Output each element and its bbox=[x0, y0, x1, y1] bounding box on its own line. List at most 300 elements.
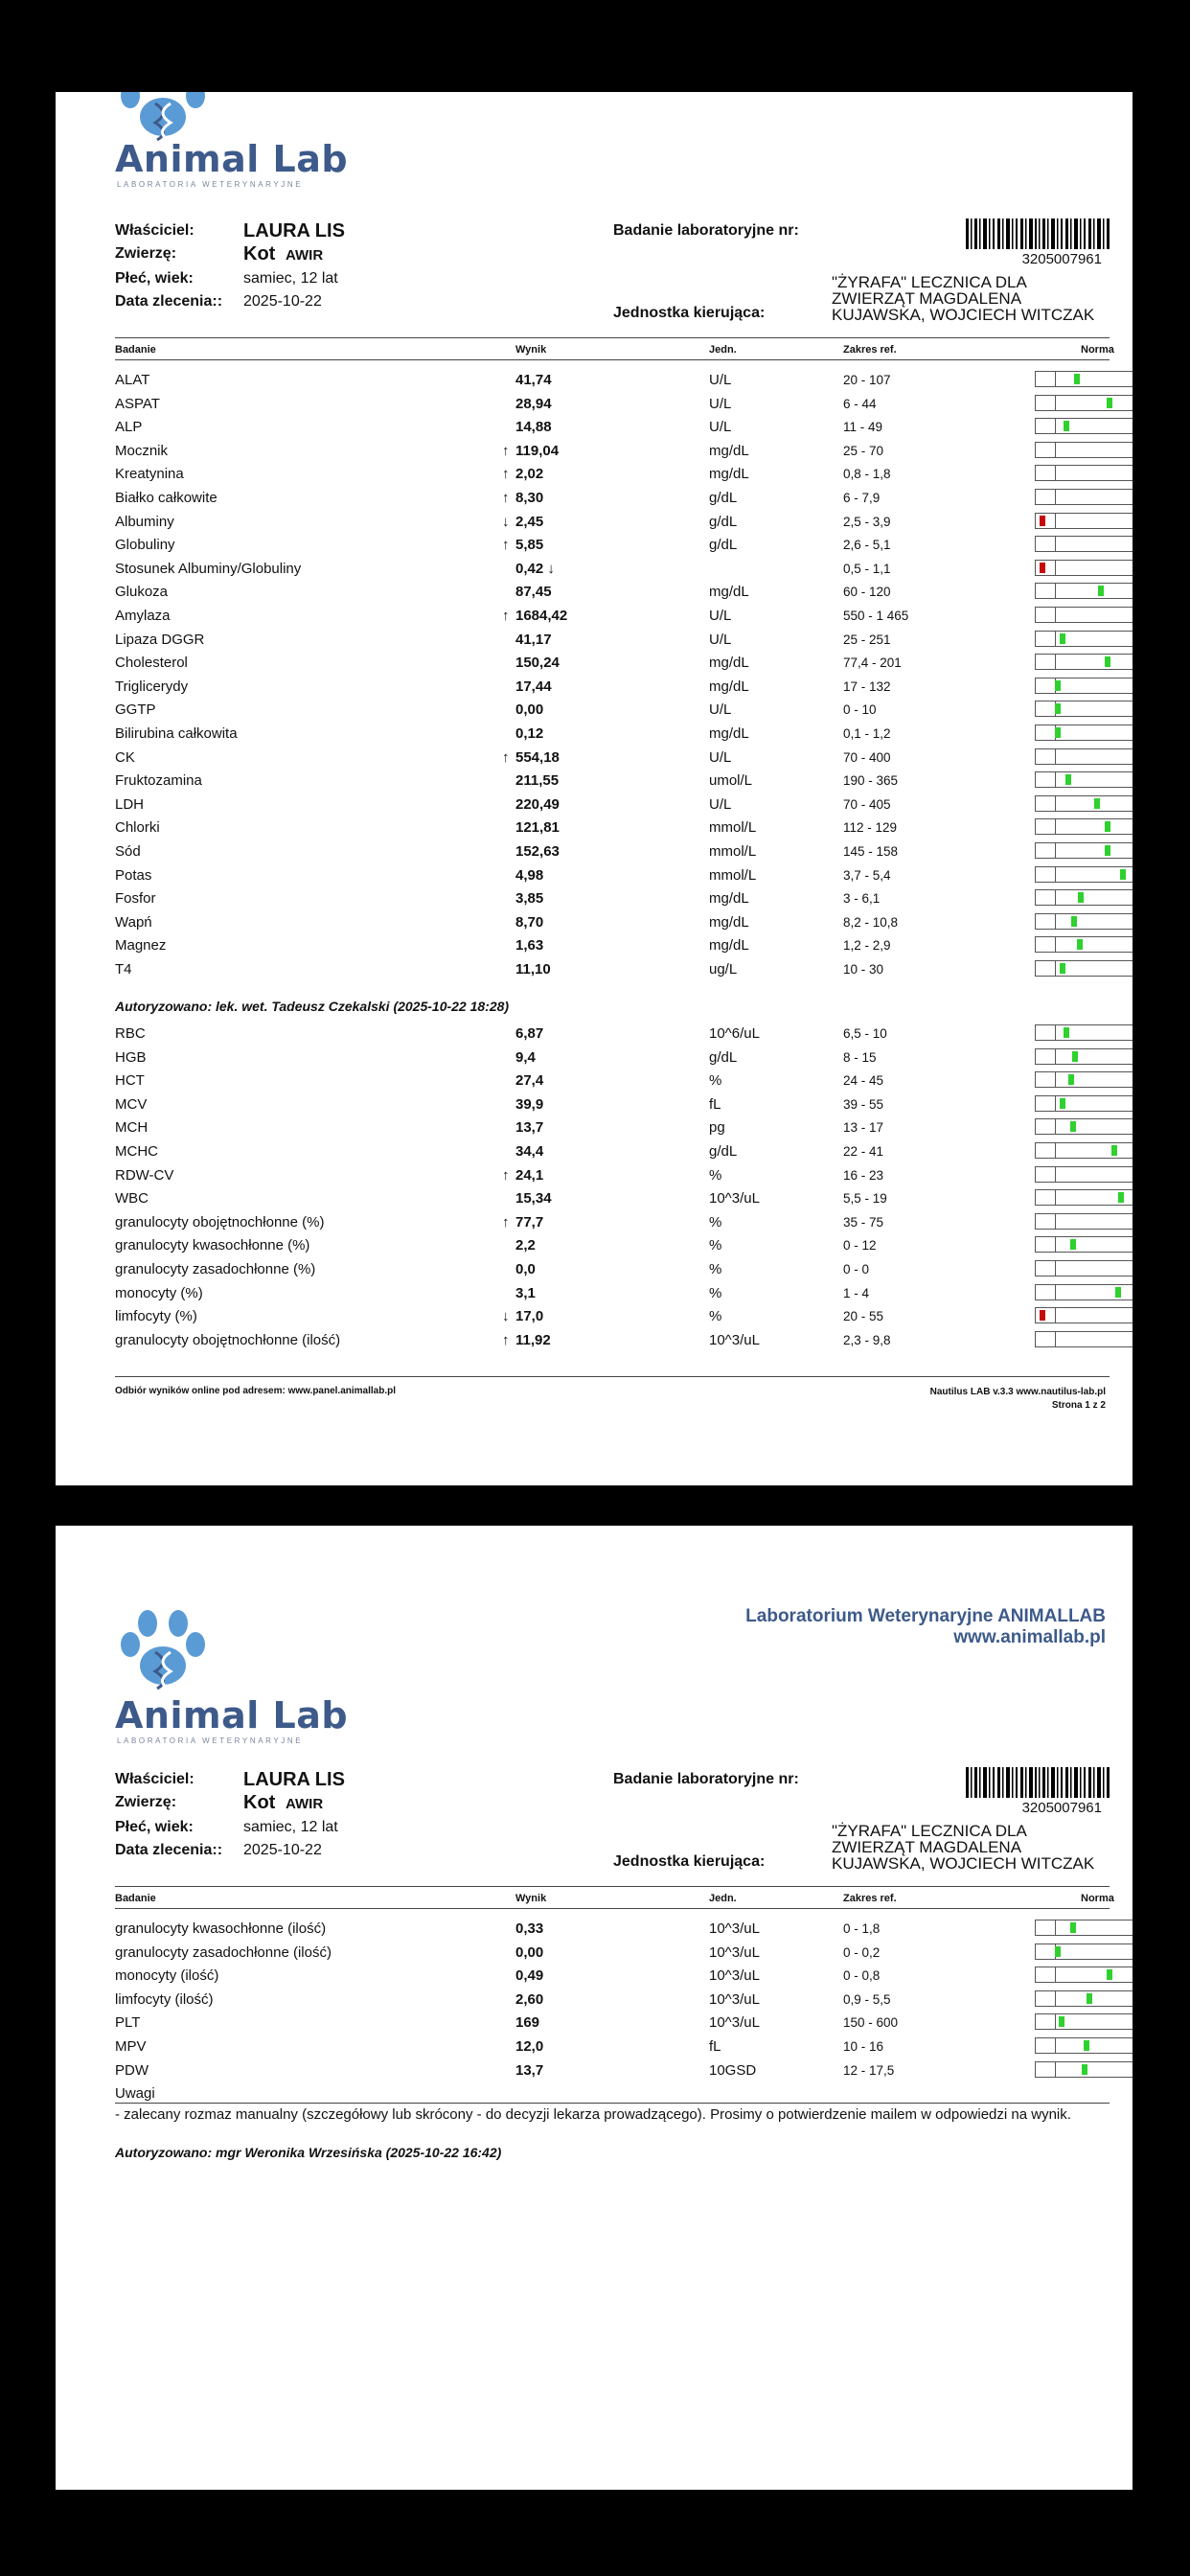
norm-range-box bbox=[1055, 1237, 1133, 1252]
test-name: ASPAT bbox=[115, 395, 160, 412]
norm-marker bbox=[1084, 2040, 1089, 2051]
test-unit: fL bbox=[709, 1095, 721, 1113]
test-name: granulocyty kwasochłonne (%) bbox=[115, 1237, 310, 1254]
test-name: Albuminy bbox=[115, 513, 174, 530]
test-unit: % bbox=[709, 1213, 722, 1230]
norm-indicator bbox=[1035, 1189, 1133, 1206]
reference-range: 70 - 400 bbox=[843, 749, 891, 765]
test-unit: mg/dL bbox=[709, 913, 749, 931]
test-name: Sód bbox=[115, 843, 141, 860]
col-test: Badanie bbox=[115, 344, 156, 356]
reference-range: 25 - 70 bbox=[843, 443, 884, 458]
table-row bbox=[115, 1022, 1110, 1046]
reference-range: 20 - 107 bbox=[843, 373, 891, 387]
norm-indicator bbox=[1035, 1966, 1133, 1983]
norm-range-box bbox=[1055, 725, 1133, 740]
reference-range: 0,5 - 1,1 bbox=[843, 561, 891, 576]
norm-range-box bbox=[1055, 537, 1133, 551]
table-row bbox=[115, 462, 1110, 486]
footer-left: Odbiór wyników online pod adresem: www.panel.animallab.pl bbox=[115, 1386, 397, 1396]
arrow-up-icon: ↑ bbox=[502, 466, 510, 483]
norm-indicator bbox=[1035, 631, 1133, 647]
reference-range: 16 - 23 bbox=[843, 1167, 884, 1183]
norm-range-box bbox=[1055, 1967, 1133, 1982]
animal-name: AWIR bbox=[286, 247, 324, 264]
test-name: Amylaza bbox=[115, 608, 171, 624]
reference-range: 70 - 405 bbox=[843, 796, 891, 812]
norm-indicator bbox=[1035, 395, 1133, 411]
table-row bbox=[115, 1046, 1110, 1070]
norm-range-box bbox=[1055, 443, 1133, 457]
test-result: 24,1 bbox=[515, 1166, 544, 1184]
norm-range-box bbox=[1055, 843, 1133, 858]
table-row bbox=[115, 1092, 1110, 1116]
norm-range-box bbox=[1055, 514, 1133, 528]
table-row bbox=[115, 1116, 1110, 1139]
test-unit: mg/dL bbox=[709, 584, 749, 601]
test-name: granulocyty zasadochłonne (%) bbox=[115, 1261, 316, 1277]
norm-marker bbox=[1055, 727, 1061, 738]
norm-range-box bbox=[1055, 632, 1133, 646]
norm-indicator bbox=[1035, 418, 1133, 434]
test-unit: 10^3/uL bbox=[709, 1967, 760, 1985]
reference-range: 0 - 10 bbox=[843, 702, 877, 718]
footer-version: Nautilus LAB v.3.3 www.nautilus-lab.pl bbox=[929, 1387, 1106, 1397]
norm-indicator bbox=[1035, 560, 1133, 576]
test-result: 0,49 bbox=[515, 1967, 544, 1985]
norm-marker bbox=[1064, 421, 1069, 431]
test-result: 2,45 bbox=[515, 513, 544, 530]
test-name: MCV bbox=[115, 1095, 148, 1113]
test-name: Białko całkowite bbox=[115, 490, 217, 506]
norm-range-box bbox=[1055, 372, 1133, 386]
notes-text: - zalecany rozmaz manualny (szczegółowy lub skrócony - do decyzji lekarza prowadzącego). Prosimy o potwierdzenie mailem w odpowiedzi na wynik. bbox=[115, 2106, 1071, 2123]
table-row bbox=[115, 368, 1110, 392]
norm-indicator bbox=[1035, 1048, 1133, 1065]
test-name: Magnez bbox=[115, 937, 167, 954]
norm-indicator bbox=[1035, 842, 1133, 859]
sex-age-value: samiec, 12 lat bbox=[243, 270, 338, 287]
arrow-up-icon: ↑ bbox=[502, 608, 510, 624]
test-result: 4,98 bbox=[515, 866, 544, 884]
reference-range: 190 - 365 bbox=[843, 773, 899, 789]
reference-range: 10 - 30 bbox=[843, 962, 884, 977]
test-unit: U/L bbox=[709, 372, 732, 388]
test-unit: 10^3/uL bbox=[709, 1190, 760, 1208]
arrow-up-icon: ↑ bbox=[502, 1213, 510, 1230]
test-name: Stosunek Albuminy/Globuliny bbox=[115, 560, 302, 577]
test-unit: 10GSD bbox=[709, 2061, 757, 2079]
reference-range: 17 - 132 bbox=[843, 678, 891, 694]
test-unit: U/L bbox=[709, 395, 732, 412]
norm-indicator bbox=[1035, 795, 1133, 812]
norm-indicator bbox=[1035, 913, 1133, 930]
sex-age-value: samiec, 12 lat bbox=[243, 1819, 338, 1835]
test-result: 28,94 bbox=[515, 395, 552, 412]
test-result: 12,0 bbox=[515, 2038, 544, 2055]
test-result: 8,70 bbox=[515, 913, 544, 931]
arrow-up-icon: ↑ bbox=[502, 1166, 510, 1184]
test-result: 41,17 bbox=[515, 631, 552, 648]
norm-marker bbox=[1107, 1969, 1112, 1980]
norm-marker bbox=[1072, 1051, 1078, 1062]
barcode-icon bbox=[966, 218, 1110, 249]
norm-indicator bbox=[1035, 536, 1133, 552]
reference-range: 2,3 - 9,8 bbox=[843, 1332, 891, 1347]
norm-range-box bbox=[1055, 1920, 1133, 1935]
report-page-1 bbox=[56, 92, 1133, 1485]
test-result: 77,7 bbox=[515, 1213, 544, 1230]
table-row bbox=[115, 2035, 1110, 2058]
norm-marker bbox=[1070, 1922, 1076, 1933]
table-row bbox=[115, 1988, 1110, 2012]
animal-label: Zwierzę: bbox=[115, 245, 177, 262]
test-unit: U/L bbox=[709, 419, 732, 436]
col-result: Wynik bbox=[515, 344, 547, 356]
norm-indicator bbox=[1035, 2061, 1133, 2078]
test-result: 6,87 bbox=[515, 1025, 544, 1042]
test-result: 15,34 bbox=[515, 1190, 552, 1208]
unit-line-2: ZWIERZĄT MAGDALENA bbox=[832, 1838, 1022, 1856]
reference-range: 60 - 120 bbox=[843, 585, 891, 600]
test-unit: % bbox=[709, 1308, 722, 1325]
test-name: Triglicerydy bbox=[115, 678, 189, 695]
test-name: Fruktozamina bbox=[115, 772, 202, 790]
table-row bbox=[115, 1163, 1110, 1187]
test-unit: % bbox=[709, 1237, 722, 1254]
norm-indicator bbox=[1035, 1284, 1133, 1300]
norm-marker bbox=[1070, 1239, 1076, 1250]
reference-range: 0 - 0,2 bbox=[843, 1944, 881, 1960]
table-row bbox=[115, 840, 1110, 863]
norm-range-box bbox=[1055, 1096, 1133, 1111]
table-row bbox=[115, 675, 1110, 699]
norm-range-box bbox=[1055, 702, 1133, 716]
norm-range-box bbox=[1055, 1261, 1133, 1276]
brand-subtitle: LABORATORIA WETERYNARYJNE bbox=[117, 180, 304, 189]
norm-indicator bbox=[1035, 1307, 1133, 1323]
norm-marker bbox=[1107, 398, 1112, 408]
test-name: CK bbox=[115, 748, 135, 766]
reference-range: 0,8 - 1,8 bbox=[843, 467, 891, 482]
norm-marker bbox=[1078, 892, 1084, 903]
table-row bbox=[115, 1964, 1110, 1988]
order-date-value: 2025-10-22 bbox=[243, 293, 322, 310]
norm-marker bbox=[1060, 963, 1065, 974]
norm-range-box bbox=[1055, 1214, 1133, 1229]
test-unit: pg bbox=[709, 1119, 725, 1137]
reference-range: 35 - 75 bbox=[843, 1214, 884, 1230]
test-unit: mg/dL bbox=[709, 678, 749, 695]
barcode-number: 3205007961 bbox=[1021, 1800, 1102, 1816]
test-name: LDH bbox=[115, 795, 145, 813]
norm-indicator bbox=[1035, 960, 1133, 977]
arrow-up-icon: ↑ bbox=[502, 1331, 510, 1348]
norm-indicator bbox=[1035, 442, 1133, 458]
paw-logo-icon bbox=[115, 1602, 211, 1694]
norm-indicator bbox=[1035, 489, 1133, 505]
test-result: 1684,42 bbox=[515, 608, 568, 624]
brand-name: Animal Lab bbox=[115, 138, 349, 180]
test-unit: mg/dL bbox=[709, 466, 749, 483]
reference-range: 13 - 17 bbox=[843, 1120, 884, 1136]
norm-marker bbox=[1105, 845, 1110, 856]
table-row bbox=[115, 886, 1110, 910]
table-row bbox=[115, 1139, 1110, 1163]
reference-range: 24 - 45 bbox=[843, 1073, 884, 1089]
norm-indicator bbox=[1035, 1990, 1133, 2007]
reference-range: 25 - 251 bbox=[843, 632, 891, 647]
test-unit: umol/L bbox=[709, 772, 753, 790]
test-result: 41,74 bbox=[515, 372, 552, 388]
norm-range-box bbox=[1055, 1143, 1133, 1158]
reference-range: 12 - 17,5 bbox=[843, 2062, 895, 2078]
norm-marker bbox=[1040, 1310, 1045, 1321]
arrow-down-icon: ↓ bbox=[502, 513, 510, 530]
unit-line-3: KUJAWSKA, WOJCIECH WITCZAK bbox=[832, 306, 1095, 324]
norm-indicator bbox=[1035, 771, 1133, 788]
norm-indicator bbox=[1035, 724, 1133, 741]
reference-range: 22 - 41 bbox=[843, 1144, 884, 1159]
arrow-up-icon: ↑ bbox=[502, 748, 510, 766]
table-row bbox=[115, 863, 1110, 887]
table-row bbox=[115, 933, 1110, 957]
test-unit: 10^3/uL bbox=[709, 1920, 760, 1937]
norm-indicator bbox=[1035, 465, 1133, 481]
animal-name: AWIR bbox=[286, 1796, 324, 1812]
norm-range-box bbox=[1055, 396, 1133, 410]
norm-range-box bbox=[1055, 890, 1133, 905]
norm-range-box bbox=[1055, 819, 1133, 834]
test-name: granulocyty obojętnochłonne (%) bbox=[115, 1213, 325, 1230]
norm-marker bbox=[1070, 1121, 1076, 1132]
reference-range: 2,5 - 3,9 bbox=[843, 514, 891, 529]
norm-range-box bbox=[1055, 1944, 1133, 1959]
test-name: MCHC bbox=[115, 1143, 158, 1160]
reference-range: 145 - 158 bbox=[843, 844, 899, 859]
test-name: MCH bbox=[115, 1119, 149, 1137]
norm-indicator bbox=[1035, 583, 1133, 599]
norm-indicator bbox=[1035, 2013, 1133, 2030]
reference-range: 0,9 - 5,5 bbox=[843, 1991, 891, 2007]
norm-indicator bbox=[1035, 866, 1133, 883]
test-name: Wapń bbox=[115, 913, 152, 931]
norm-indicator bbox=[1035, 371, 1133, 387]
norm-marker bbox=[1118, 1192, 1124, 1203]
test-name: granulocyty obojętnochłonne (ilość) bbox=[115, 1331, 341, 1348]
table-row bbox=[115, 793, 1110, 816]
norm-range-box bbox=[1055, 1167, 1133, 1182]
barcode-icon bbox=[966, 1767, 1110, 1798]
lab-test-label: Badanie laboratoryjne nr: bbox=[613, 1771, 799, 1787]
norm-range-box bbox=[1055, 655, 1133, 669]
table-row bbox=[115, 698, 1110, 722]
col-ref: Zakres ref. bbox=[843, 344, 897, 356]
test-name: granulocyty zasadochłonne (ilość) bbox=[115, 1944, 332, 1961]
unit-line-2: ZWIERZĄT MAGDALENA bbox=[832, 289, 1022, 308]
reference-range: 1,2 - 2,9 bbox=[843, 938, 891, 954]
col-ref: Zakres ref. bbox=[843, 1893, 897, 1904]
reference-range: 6 - 7,9 bbox=[843, 491, 881, 505]
test-name: Chlorki bbox=[115, 819, 160, 837]
test-result: 2,60 bbox=[515, 1990, 544, 2008]
test-result: 0,12 bbox=[515, 725, 544, 742]
test-unit: mmol/L bbox=[709, 866, 757, 884]
test-result: 3,1 bbox=[515, 1284, 536, 1301]
norm-marker bbox=[1059, 2016, 1064, 2027]
lab-website: www.animallab.pl bbox=[953, 1627, 1106, 1647]
test-name: monocyty (ilość) bbox=[115, 1967, 219, 1985]
test-unit: g/dL bbox=[709, 1143, 738, 1160]
reference-range: 0 - 12 bbox=[843, 1238, 877, 1254]
lab-name bbox=[745, 1606, 1106, 1648]
norm-indicator bbox=[1035, 1920, 1133, 1936]
reference-range: 20 - 55 bbox=[843, 1309, 884, 1324]
test-result: 27,4 bbox=[515, 1072, 544, 1090]
reference-range: 11 - 49 bbox=[843, 420, 883, 435]
test-unit: % bbox=[709, 1072, 722, 1090]
test-unit: 10^3/uL bbox=[709, 1331, 760, 1348]
norm-range-box bbox=[1055, 961, 1133, 976]
norm-marker bbox=[1065, 774, 1071, 785]
test-name: HGB bbox=[115, 1048, 147, 1066]
brand-name: Animal Lab bbox=[115, 1694, 349, 1736]
test-name: granulocyty kwasochłonne (ilość) bbox=[115, 1920, 327, 1937]
test-result: 152,63 bbox=[515, 843, 560, 860]
test-unit: 10^3/uL bbox=[709, 1944, 760, 1961]
test-unit: mg/dL bbox=[709, 655, 749, 672]
norm-indicator bbox=[1035, 1071, 1133, 1088]
divider bbox=[115, 1886, 1110, 1887]
test-name: GGTP bbox=[115, 702, 156, 719]
norm-marker bbox=[1040, 563, 1045, 573]
test-unit: mg/dL bbox=[709, 442, 749, 459]
test-result: 2,2 bbox=[515, 1237, 536, 1254]
test-name: HCT bbox=[115, 1072, 145, 1090]
table-row bbox=[115, 722, 1110, 746]
table-row bbox=[115, 957, 1110, 981]
test-unit: g/dL bbox=[709, 1048, 738, 1066]
table-row bbox=[115, 1328, 1110, 1352]
norm-indicator bbox=[1035, 1260, 1133, 1276]
test-result: 13,7 bbox=[515, 2061, 544, 2079]
norm-indicator bbox=[1035, 1118, 1133, 1135]
table-row bbox=[115, 769, 1110, 793]
test-name: limfocyty (%) bbox=[115, 1308, 197, 1325]
reference-range: 3,7 - 5,4 bbox=[843, 867, 891, 883]
test-result: 13,7 bbox=[515, 1119, 544, 1137]
table-row bbox=[115, 1917, 1110, 1941]
table-row bbox=[115, 415, 1110, 439]
test-unit: % bbox=[709, 1166, 722, 1184]
norm-range-box bbox=[1055, 1119, 1133, 1134]
test-name: Bilirubina całkowita bbox=[115, 725, 238, 742]
test-result: 554,18 bbox=[515, 748, 560, 766]
test-name: MPV bbox=[115, 2038, 147, 2055]
unit-line-1: "ŻYRAFA" LECZNICA DLA bbox=[832, 1822, 1027, 1840]
divider bbox=[115, 359, 1110, 360]
report-page-2 bbox=[56, 1526, 1133, 2490]
norm-indicator bbox=[1035, 1166, 1133, 1183]
test-name: RBC bbox=[115, 1025, 146, 1042]
table-row bbox=[115, 510, 1110, 534]
col-norm: Norma bbox=[1081, 1893, 1114, 1904]
test-unit: U/L bbox=[709, 702, 732, 719]
norm-indicator bbox=[1035, 513, 1133, 529]
test-unit: 10^6/uL bbox=[709, 1025, 760, 1042]
test-result: 0,00 bbox=[515, 1944, 544, 1961]
test-unit: g/dL bbox=[709, 537, 738, 554]
table-row bbox=[115, 2058, 1110, 2082]
table-row bbox=[115, 580, 1110, 604]
test-name: Potas bbox=[115, 866, 152, 884]
owner-label: Właściciel: bbox=[115, 222, 195, 239]
norm-range-box bbox=[1055, 937, 1133, 952]
norm-marker bbox=[1071, 916, 1077, 927]
barcode-number: 3205007961 bbox=[1021, 251, 1102, 267]
table-row bbox=[115, 1069, 1110, 1092]
col-result: Wynik bbox=[515, 1893, 547, 1904]
unit-label: Jednostka kierująca: bbox=[613, 1853, 766, 1870]
test-name: ALAT bbox=[115, 372, 150, 388]
test-result: 0,33 bbox=[515, 1920, 544, 1937]
reference-range: 0 - 0,8 bbox=[843, 1968, 881, 1984]
norm-indicator bbox=[1035, 1944, 1133, 1960]
test-result: 0,0 bbox=[515, 1261, 536, 1277]
owner-value: LAURA LIS bbox=[243, 1769, 345, 1790]
norm-range-box bbox=[1055, 608, 1133, 622]
table-row bbox=[115, 816, 1110, 840]
norm-range-box bbox=[1055, 1308, 1133, 1322]
test-result: 1,63 bbox=[515, 937, 544, 954]
col-unit: Jedn. bbox=[709, 1893, 737, 1904]
test-unit: mg/dL bbox=[709, 937, 749, 954]
test-name: PDW bbox=[115, 2061, 149, 2079]
arrow-up-icon: ↑ bbox=[502, 490, 510, 506]
norm-range-box bbox=[1055, 466, 1133, 480]
norm-indicator bbox=[1035, 678, 1133, 694]
test-name: WBC bbox=[115, 1190, 149, 1208]
test-unit: mmol/L bbox=[709, 819, 757, 837]
sex-age-label: Płeć, wiek: bbox=[115, 1819, 194, 1835]
norm-indicator bbox=[1035, 654, 1133, 670]
table-row bbox=[115, 1304, 1110, 1328]
page-number: Strona 1 z 2 bbox=[1051, 1400, 1106, 1411]
test-result: 220,49 bbox=[515, 795, 560, 813]
table-row bbox=[115, 1281, 1110, 1305]
test-result: 150,24 bbox=[515, 655, 560, 672]
table-row bbox=[115, 746, 1110, 770]
reference-range: 6,5 - 10 bbox=[843, 1026, 887, 1041]
reference-range: 3 - 6,1 bbox=[843, 891, 881, 907]
animal-species: Kot bbox=[243, 243, 276, 264]
norm-marker bbox=[1060, 633, 1065, 644]
divider bbox=[115, 337, 1110, 338]
owner-label: Właściciel: bbox=[115, 1771, 195, 1787]
test-result: 17,0 bbox=[515, 1308, 544, 1325]
test-result: 8,30 bbox=[515, 490, 544, 506]
col-norm: Norma bbox=[1081, 344, 1114, 356]
reference-range: 1 - 4 bbox=[843, 1285, 870, 1300]
authorization-1: Autoryzowano: lek. wet. Tadeusz Czekalski (2025-10-22 18:28) bbox=[115, 999, 510, 1014]
test-result: 0,42 ↓ bbox=[515, 560, 555, 577]
unit-label: Jednostka kierująca: bbox=[613, 305, 766, 321]
norm-range-box bbox=[1055, 561, 1133, 575]
test-unit: U/L bbox=[709, 748, 732, 766]
test-unit: % bbox=[709, 1261, 722, 1277]
test-name: Cholesterol bbox=[115, 655, 188, 672]
norm-marker bbox=[1055, 703, 1061, 714]
